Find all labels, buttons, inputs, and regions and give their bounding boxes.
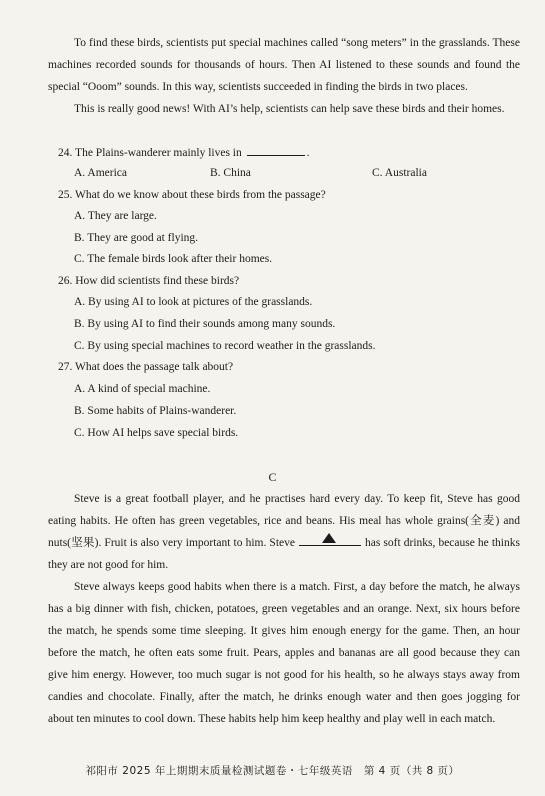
passage-c-paragraph-2: Steve always keeps good habits when there is a match. First, a day before the match, he always has a big dinner with fish, chicken, potatoes, green vegetables and an orange. Next, six hours before the match, he spends some time sleeping. It gives him enough energy for the game. Then, an hour before the match, he often eats some fruit. Pears, apples and bananas are all good because they can give him energy. However, too much sugar is not good for his health, so he always stays away from candies and chocolate. Finally, after the match, he drinks enough water and then goes jogging for about ten minutes to cool down. These habits help him keep healthy and play well in each match. <box>48 581 520 725</box>
passage-b-paragraph-1: To find these birds, scientists put special machines called “song meters” in the grasslands. These machines recorded sounds for thousands of hours. Then AI listened to these sounds and found the special “Ooom” sounds. In this way, scientists succeeded in finding the birds in two places. <box>48 37 520 93</box>
question-26-stem: 26. How did scientists find these birds? <box>58 275 240 287</box>
triangle-icon <box>322 533 336 543</box>
question-27-stem: 27. What does the passage talk about? <box>58 361 234 373</box>
passage-c-p1-end: has soft drinks, because he thinks they are not good for him. <box>48 537 520 571</box>
question-24-text: 24. The Plains-wanderer mainly lives in <box>58 147 242 159</box>
question-24-end: . <box>306 147 310 159</box>
option-26a: A. By using AI to look at pictures of the grasslands. <box>74 296 313 308</box>
passage-b-paragraph-2: This is really good news! With AI’s help, scientists can help save these birds and their homes. <box>74 103 505 115</box>
option-24c: C. Australia <box>372 167 427 179</box>
page-footer: 祁阳市 2025 年上期期末质量检测试题卷・七年级英语 第 4 页（共 8 页） <box>85 765 460 777</box>
passage-c-paragraph-1 <box>48 488 520 576</box>
option-25a: A. They are large. <box>74 210 157 222</box>
option-25c: C. The female birds look after their homes. <box>74 253 273 265</box>
option-25b: B. They are good at flying. <box>74 232 199 244</box>
section-c-heading: C <box>268 470 277 484</box>
option-27c: C. How AI helps save special birds. <box>74 427 239 439</box>
passage-c-p1-start: Steve is a great football player, and he practises hard every day. To keep fit, Steve has good eating habits. He often has green vegetables, rice and beans. His meal has whole grains(全麦) and nuts(坚果). Fruit is also very important to him. Steve <box>48 493 520 549</box>
option-24b: B. China <box>210 167 251 179</box>
option-27b: B. Some habits of Plains-wanderer. <box>74 405 237 417</box>
option-27a: A. A kind of special machine. <box>74 383 211 395</box>
question-24-stem <box>58 145 310 160</box>
question-25-stem: 25. What do we know about these birds from the passage? <box>58 189 326 201</box>
answer-blank <box>247 145 305 156</box>
option-26b: B. By using AI to find their sounds among many sounds. <box>74 318 336 330</box>
option-24a: A. America <box>74 167 128 179</box>
option-26c: C. By using special machines to record weather in the grasslands. <box>74 340 376 352</box>
answer-blank <box>299 534 361 546</box>
